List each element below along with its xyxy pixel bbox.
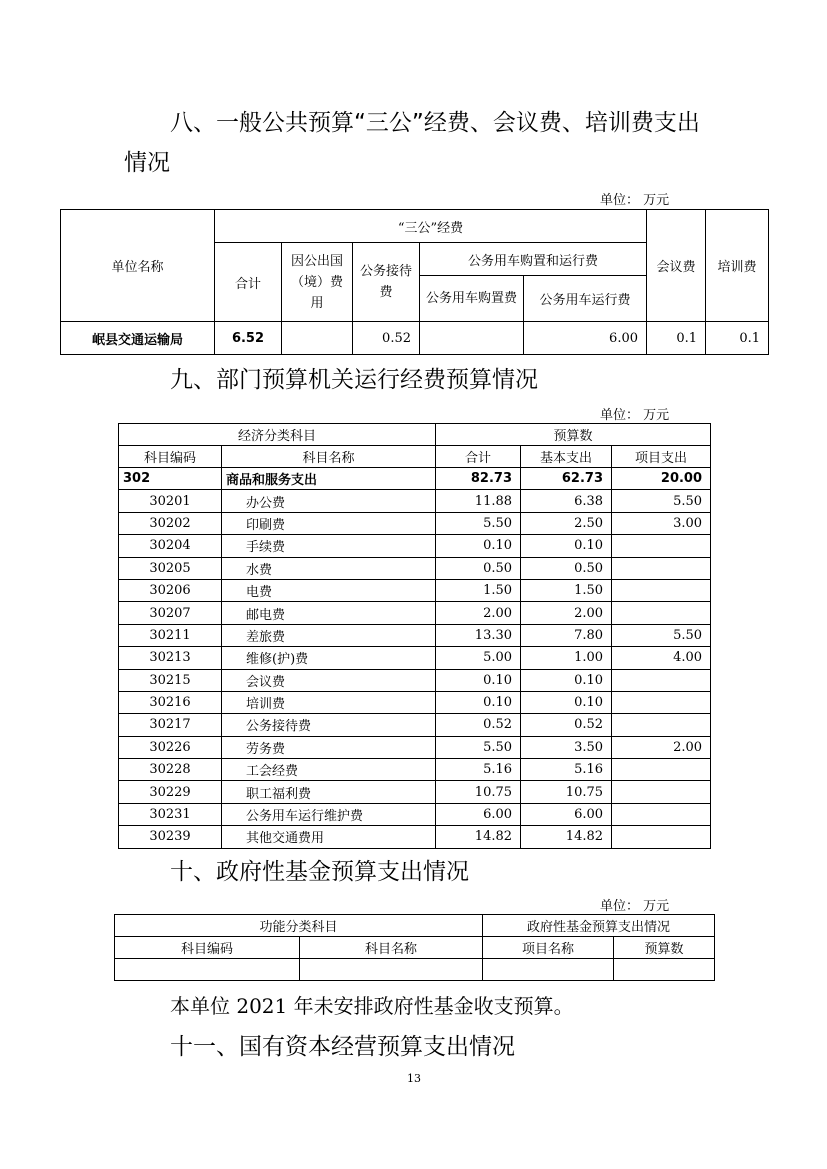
section11-title: 十一、国有资本经营预算支出情况 <box>170 1034 515 1060</box>
row-total: 5.16 <box>436 759 521 781</box>
section8-title-line1: 八、一般公共预算“三公”经费、会议费、培训费支出 <box>170 110 700 136</box>
row-basic: 7.80 <box>521 624 612 646</box>
header-code: 科目编码 <box>115 937 300 959</box>
table-row <box>119 557 711 579</box>
row-total: 1.50 <box>436 579 521 601</box>
row-total: 5.50 <box>436 512 521 534</box>
empty-cell <box>483 959 614 981</box>
header-name: 科目名称 <box>300 937 483 959</box>
row-project <box>612 803 711 825</box>
row-project <box>612 535 711 557</box>
row-basic: 1.50 <box>521 579 612 601</box>
header-vehicle-purchase: 公务用车购置费 <box>420 276 524 322</box>
table-row <box>119 512 711 534</box>
table-row <box>119 669 711 691</box>
header-training: 培训费 <box>706 210 769 322</box>
row-project: 3.00 <box>612 512 711 534</box>
header-vehicle: 公务用车购置和运行费 <box>420 243 647 276</box>
section9-unit: 单位： 万元 <box>600 408 670 423</box>
row-total: 82.73 <box>436 468 521 490</box>
row-name: 培训费 <box>222 691 436 713</box>
sangong-table <box>60 209 769 355</box>
table-row <box>119 759 711 781</box>
row-total: 10.75 <box>436 781 521 803</box>
row-total: 13.30 <box>436 624 521 646</box>
row-basic: 10.75 <box>521 781 612 803</box>
row-code: 30204 <box>119 535 222 557</box>
row-project <box>612 669 711 691</box>
row-basic: 0.10 <box>521 535 612 557</box>
row-basic: 62.73 <box>521 468 612 490</box>
section10-title: 十、政府性基金预算支出情况 <box>170 859 469 885</box>
row-basic: 0.10 <box>521 669 612 691</box>
row-total: 14.82 <box>436 826 521 848</box>
row-total: 5.00 <box>436 647 521 669</box>
row-project <box>612 714 711 736</box>
row-project <box>612 557 711 579</box>
section8-unit: 单位： 万元 <box>600 193 670 208</box>
row-basic: 14.82 <box>521 826 612 848</box>
row-basic: 0.10 <box>521 691 612 713</box>
row-code: 30228 <box>119 759 222 781</box>
row-total: 5.50 <box>436 736 521 758</box>
row-total: 0.52 <box>436 714 521 736</box>
header-vehicle-run: 公务用车运行费 <box>524 276 647 322</box>
table-row <box>119 535 711 557</box>
row-total: 0.10 <box>436 669 521 691</box>
header-total: 合计 <box>436 446 521 468</box>
row-code: 30216 <box>119 691 222 713</box>
header-econ: 经济分类科目 <box>119 424 436 446</box>
row-name: 工会经费 <box>222 759 436 781</box>
table-row <box>119 736 711 758</box>
row-training: 0.1 <box>706 322 769 355</box>
row-project <box>612 602 711 624</box>
table-row <box>119 579 711 601</box>
operating-expense-table <box>118 423 711 849</box>
row-code: 30217 <box>119 714 222 736</box>
row-project <box>612 759 711 781</box>
header-budget: 预算数 <box>436 424 711 446</box>
table-row <box>119 647 711 669</box>
section9-title: 九、部门预算机关运行经费预算情况 <box>170 367 538 393</box>
section8-title-line2: 情况 <box>124 150 170 176</box>
empty-cell <box>115 959 300 981</box>
row-name: 办公费 <box>222 490 436 512</box>
header-abroad: 因公出国（境）费用 <box>282 243 353 322</box>
row-name: 印刷费 <box>222 512 436 534</box>
header-sangong: “三公”经费 <box>215 210 647 243</box>
row-name: 维修(护)费 <box>222 647 436 669</box>
header-meeting: 会议费 <box>647 210 706 322</box>
table-row <box>119 624 711 646</box>
table-row <box>119 490 711 512</box>
row-basic: 0.50 <box>521 557 612 579</box>
row-reception: 0.52 <box>353 322 420 355</box>
row-total: 0.50 <box>436 557 521 579</box>
row-code: 302 <box>119 468 222 490</box>
table-row <box>119 602 711 624</box>
row-name: 邮电费 <box>222 602 436 624</box>
row-name: 职工福利费 <box>222 781 436 803</box>
row-code: 30226 <box>119 736 222 758</box>
header-project: 项目支出 <box>612 446 711 468</box>
row-project: 4.00 <box>612 647 711 669</box>
header-amount: 预算数 <box>614 937 715 959</box>
row-project <box>612 691 711 713</box>
row-meeting: 0.1 <box>647 322 706 355</box>
table-row <box>119 781 711 803</box>
row-basic: 3.50 <box>521 736 612 758</box>
row-name: 公务用车运行维护费 <box>222 803 436 825</box>
row-abroad <box>282 322 353 355</box>
gov-fund-table <box>114 914 715 981</box>
header-total: 合计 <box>215 243 282 322</box>
row-name: 会议费 <box>222 669 436 691</box>
row-name: 公务接待费 <box>222 714 436 736</box>
row-name: 电费 <box>222 579 436 601</box>
row-code: 30206 <box>119 579 222 601</box>
table-row <box>119 803 711 825</box>
section10-unit: 单位： 万元 <box>600 899 670 914</box>
header-reception: 公务接待费 <box>353 243 420 322</box>
row-project: 2.00 <box>612 736 711 758</box>
row-name: 手续费 <box>222 535 436 557</box>
table-row <box>119 468 711 490</box>
row-code: 30205 <box>119 557 222 579</box>
row-unit-name: 岷县交通运输局 <box>61 322 215 355</box>
row-total: 0.10 <box>436 691 521 713</box>
row-vehicle-purchase <box>420 322 524 355</box>
table-row <box>119 714 711 736</box>
row-code: 30202 <box>119 512 222 534</box>
header-name: 科目名称 <box>222 446 436 468</box>
header-code: 科目编码 <box>119 446 222 468</box>
row-vehicle-run: 6.00 <box>524 322 647 355</box>
row-name: 水费 <box>222 557 436 579</box>
section10-note: 本单位 2021 年未安排政府性基金收支预算。 <box>170 994 574 1018</box>
header-basic: 基本支出 <box>521 446 612 468</box>
row-name: 差旅费 <box>222 624 436 646</box>
row-project <box>612 826 711 848</box>
header-func: 功能分类科目 <box>115 915 483 937</box>
row-total: 6.52 <box>215 322 282 355</box>
row-basic: 6.00 <box>521 803 612 825</box>
row-total: 6.00 <box>436 803 521 825</box>
row-project: 5.50 <box>612 624 711 646</box>
row-project <box>612 579 711 601</box>
row-name: 其他交通费用 <box>222 826 436 848</box>
row-code: 30231 <box>119 803 222 825</box>
row-name: 劳务费 <box>222 736 436 758</box>
row-project: 5.50 <box>612 490 711 512</box>
table-row <box>119 826 711 848</box>
row-basic: 5.16 <box>521 759 612 781</box>
row-code: 30229 <box>119 781 222 803</box>
empty-cell <box>614 959 715 981</box>
row-project <box>612 781 711 803</box>
row-total: 0.10 <box>436 535 521 557</box>
page-number: 13 <box>407 1072 421 1085</box>
row-code: 30215 <box>119 669 222 691</box>
row-code: 30201 <box>119 490 222 512</box>
header-gov-fund: 政府性基金预算支出情况 <box>483 915 715 937</box>
row-total: 2.00 <box>436 602 521 624</box>
row-name: 商品和服务支出 <box>222 468 436 490</box>
row-code: 30213 <box>119 647 222 669</box>
row-basic: 6.38 <box>521 490 612 512</box>
row-code: 30207 <box>119 602 222 624</box>
row-basic: 2.50 <box>521 512 612 534</box>
empty-cell <box>300 959 483 981</box>
header-unit-name: 单位名称 <box>61 210 215 322</box>
row-basic: 0.52 <box>521 714 612 736</box>
table-row <box>119 691 711 713</box>
row-code: 30211 <box>119 624 222 646</box>
row-code: 30239 <box>119 826 222 848</box>
row-total: 11.88 <box>436 490 521 512</box>
header-item: 项目名称 <box>483 937 614 959</box>
row-project: 20.00 <box>612 468 711 490</box>
row-basic: 2.00 <box>521 602 612 624</box>
row-basic: 1.00 <box>521 647 612 669</box>
